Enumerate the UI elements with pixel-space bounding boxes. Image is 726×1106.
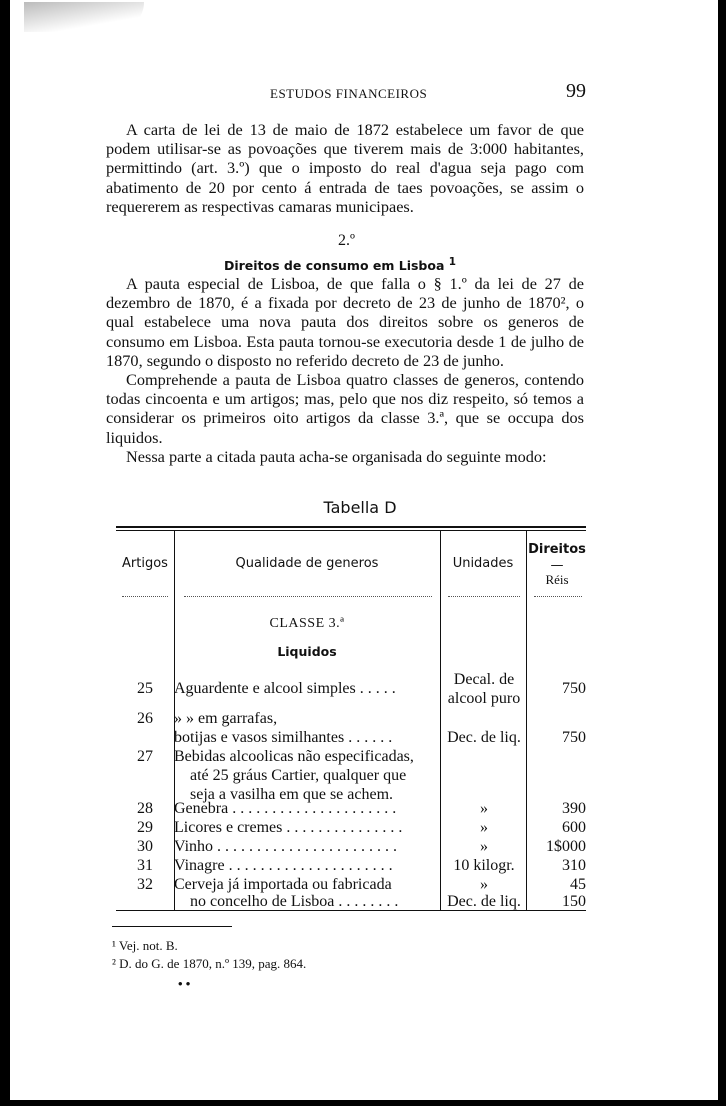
paragraph-text: Comprehende a pauta de Lisboa quatro classes de generos, contendo todas cincoenta e um artigos; mas, pelo que nos diz respeito, só temos a considerar os primeiros oito artigos da classe 3.ª, que se occupa dos liquidos. (106, 370, 584, 447)
row-quality-line: » » em garrafas, (174, 710, 278, 727)
paragraph-text: A carta de lei de 13 de maio de 1872 estabelece um favor de que podem utilisar-se as povoações que tiverem mais de 3:000 habitantes, permittindo (art. 3.º) que o imposto do real d'agua seja pago com abatimento de 20 por cento á entrada de taes povoações, se assim o requererem as respectivas camaras municipaes. (106, 120, 584, 216)
paragraph-text: Nessa parte a citada pauta acha-se organisada do seguinte modo: (126, 446, 547, 466)
row-quality: Vinho . . . . . . . . . . . . . . . . . . . . . . . (174, 838, 398, 855)
table-title: Tabella D (323, 498, 397, 517)
row-number: 32 (137, 876, 153, 893)
row-quality-line: Cerveja já importada ou fabricada (174, 876, 392, 893)
row-quality: Aguardente e alcool simples . . . . . (174, 680, 396, 697)
row-quality-line: Bebidas alcoolicas não especificadas, (174, 748, 414, 765)
divider-wave (184, 596, 432, 601)
paragraph-group (106, 274, 584, 466)
row-value: 600 (562, 819, 586, 836)
row-quality: Genebra . . . . . . . . . . . . . . . . . . . . . (174, 800, 397, 817)
paragraph-text: A pauta especial de Lisboa, de que falla o § 1.º da lei de 27 de dezembro de 1870, é a fixada por decreto de 23 de junho de 1870², o qual estabelece uma nova pauta dos direitos sobre os generos de consumo em Lisboa. Esta pauta tornou-se executoria desde 1 de julho de 1870, segundo o disposto no referido decreto de 23 de junho. (106, 274, 584, 370)
paragraph-1 (106, 120, 584, 216)
row-value: 150 (562, 893, 586, 910)
row-quality-line: até 25 gráus Cartier, qualquer que (190, 767, 407, 784)
row-quality-line: no concelho de Lisboa . . . . . . . . (190, 893, 399, 910)
divider-wave (122, 596, 168, 601)
row-number: 31 (137, 857, 153, 874)
running-head: ESTUDOS FINANCEIROS (270, 86, 428, 101)
col-header-qualidade: Qualidade de generos (235, 556, 379, 571)
row-unit: » (480, 819, 488, 836)
footnote-1: ¹ Vej. not. B. (112, 938, 178, 953)
row-number: 26 (137, 710, 153, 727)
row-value: 390 (562, 800, 586, 817)
row-value: 750 (562, 729, 586, 746)
row-unit: 10 kilogr. (453, 857, 515, 874)
class-subheading: Liquidos (277, 644, 337, 659)
row-value: 310 (562, 857, 586, 874)
col-header-unidades: Unidades (452, 556, 514, 571)
column-divider (440, 531, 441, 910)
row-unit: » (480, 838, 488, 855)
row-value: 1$000 (546, 838, 586, 855)
col-subheader-reis: Réis (545, 572, 569, 587)
class-heading: CLASSE 3.ª (269, 616, 345, 631)
row-quality-line: seja a vasilha em que se achem. (190, 786, 394, 803)
col-header-artigos: Artigos (122, 556, 168, 571)
row-unit: » (480, 800, 488, 817)
row-number: 27 (137, 748, 153, 765)
row-quality: Licores e cremes . . . . . . . . . . . . . . . (174, 819, 403, 836)
row-value: 45 (570, 876, 586, 893)
dash-mark: — (550, 558, 564, 573)
footnote-2: ² D. do G. de 1870, n.º 139, pag. 864. (112, 956, 307, 971)
footnote-separator (112, 926, 232, 927)
row-value: 750 (562, 680, 586, 697)
divider-wave (534, 596, 582, 601)
row-number: 30 (137, 838, 153, 855)
divider-wave (448, 596, 520, 601)
row-unit: Dec. de liq. (447, 893, 521, 910)
table-top-rule (116, 526, 586, 528)
section-number: 2.º (338, 232, 355, 249)
row-number: 25 (137, 680, 153, 697)
row-unit: Decal. de alcool puro (447, 671, 521, 707)
printer-mark: • • (178, 976, 191, 991)
col-header-direitos: Direitos (528, 542, 586, 557)
scan-smudge (24, 2, 144, 32)
page-number: 99 (566, 80, 586, 102)
row-unit: Dec. de liq. (447, 729, 521, 746)
row-number: 28 (137, 800, 153, 817)
book-page (10, 0, 718, 1100)
row-quality-line: botijas e vasos similhantes . . . . . . (174, 729, 393, 746)
table-top-rule-2 (116, 530, 586, 531)
row-number: 29 (137, 819, 153, 836)
section-title: Direitos de consumo em Lisboa $^1$ (223, 256, 457, 274)
row-unit: » (480, 876, 488, 893)
row-quality: Vinagre . . . . . . . . . . . . . . . . . . . . . (174, 857, 393, 874)
